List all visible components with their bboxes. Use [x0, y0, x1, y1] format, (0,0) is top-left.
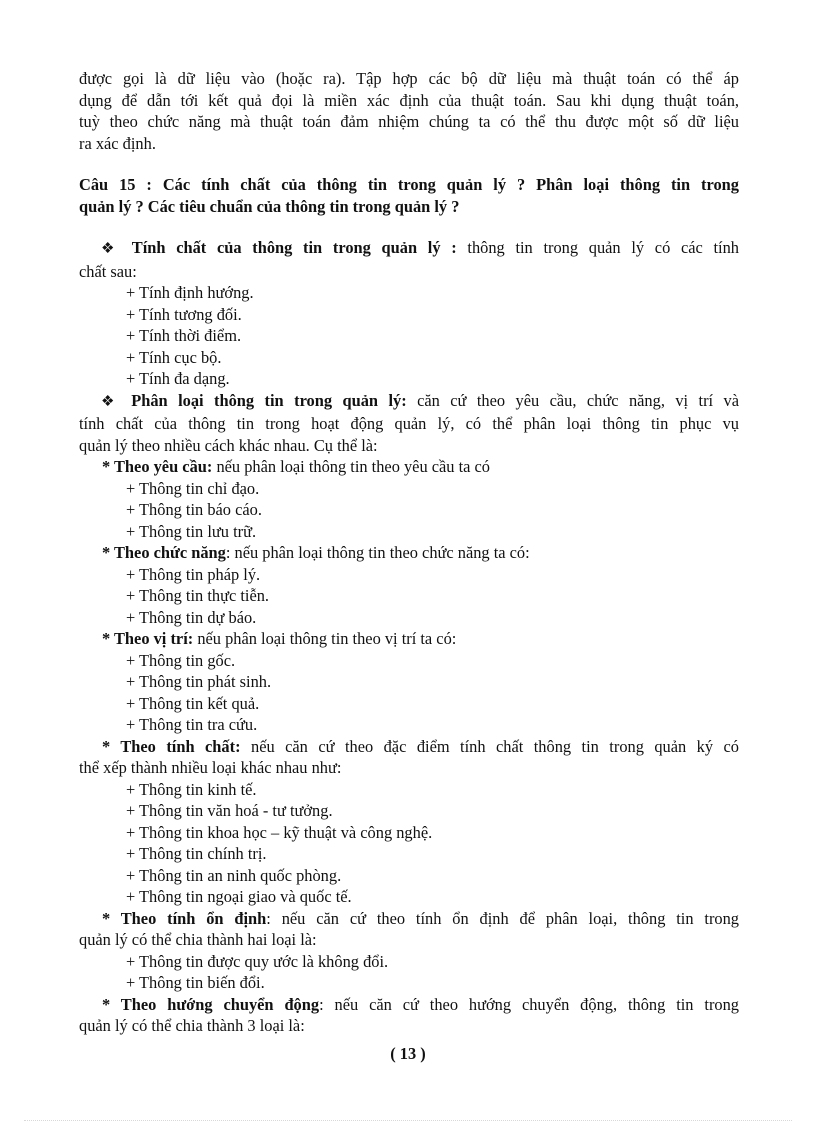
list-item: + Thông tin pháp lý. — [126, 564, 261, 584]
group-text-cont: quản lý có thể chia thành hai loại là: — [79, 930, 317, 949]
list-item: + Thông tin ngoại giao và quốc tế. — [126, 887, 352, 906]
intro-line: được gọi là dữ liệu vào (hoặc ra). Tập hợp các bộ dữ liệu mà thuật toán có thể áp — [79, 69, 739, 88]
group-title: * Theo vị trí: — [102, 629, 194, 648]
group-text: : nếu căn cứ theo tính ổn định để phân loại, thông tin trong — [266, 908, 740, 928]
diamond-bullet-icon: ❖ — [101, 393, 121, 410]
group-text: nếu căn cứ theo đặc điểm tính chất thông tin trong quản ký có — [240, 736, 739, 756]
list-item: + Thông tin gốc. — [126, 650, 236, 670]
list-item: + Tính cục bộ. — [126, 347, 222, 367]
list-item: + Thông tin an ninh quốc phòng. — [126, 865, 342, 885]
list-item: + Thông tin biến đổi. — [126, 973, 265, 992]
group-heading — [79, 542, 739, 564]
group-heading — [79, 994, 739, 1016]
group-title: * Theo hướng chuyển động — [102, 994, 320, 1014]
properties-paragraph — [79, 237, 739, 261]
properties-text: thông tin trong quản lý có các tính — [456, 238, 740, 257]
document-body — [79, 68, 739, 1037]
intro-line: ra xác định. — [79, 133, 156, 153]
list-item: + Thông tin văn hoá - tư tưởng. — [126, 801, 333, 820]
intro-line: tuỳ theo chức năng mà thuật toán đảm nhiệm chúng ta có thể thu được một số dữ liệu — [79, 112, 739, 131]
question-heading: quản lý ? Các tiêu chuẩn của thông tin trong quản lý ? — [79, 196, 460, 216]
group-title: * Theo chức năng — [102, 543, 226, 562]
properties-title: Tính chất của thông tin trong quản lý : — [131, 238, 457, 257]
footer-divider — [24, 1120, 792, 1121]
page-number: ( 13 ) — [390, 1044, 426, 1063]
properties-text-cont: chất sau: — [79, 261, 137, 281]
group-heading — [79, 908, 739, 930]
list-item: + Tính đa dạng. — [126, 369, 230, 388]
list-item: + Thông tin chính trị. — [126, 844, 267, 863]
classification-title: Phân loại thông tin trong quản lý: — [131, 390, 407, 410]
group-title: * Theo yêu cầu: — [102, 457, 213, 476]
list-item: + Thông tin kết quả. — [126, 693, 260, 713]
question-heading: Câu 15 : Các tính chất của thông tin trong quản lý ? Phân loại thông tin trong — [79, 175, 739, 194]
group-title: * Theo tính chất: — [102, 736, 241, 756]
list-item: + Thông tin được quy ước là không đổi. — [126, 951, 389, 971]
list-item: + Thông tin tra cứu. — [126, 715, 258, 734]
group-text: nếu phân loại thông tin theo vị trí ta có: — [193, 629, 457, 648]
group-heading — [79, 736, 739, 758]
diamond-bullet-icon: ❖ — [101, 241, 122, 257]
list-item: + Thông tin kinh tế. — [126, 779, 257, 799]
group-text-cont: quản lý có thể chia thành 3 loại là: — [79, 1016, 305, 1035]
group-text: : nếu phân loại thông tin theo chức năng ta có: — [225, 543, 530, 562]
group-heading — [79, 456, 739, 478]
group-text: : nếu căn cứ theo hướng chuyển động, thông tin trong — [319, 994, 739, 1014]
list-item: + Tính thời điểm. — [126, 326, 242, 345]
classification-paragraph — [79, 390, 739, 414]
group-text: nếu phân loại thông tin theo yêu cầu ta có — [212, 457, 490, 476]
group-heading — [79, 628, 739, 650]
classification-line: tính chất của thông tin trong hoạt động quản lý, có thể phân loại thông tin phục vụ — [79, 414, 739, 433]
intro-line: dụng để dẫn tới kết quả đọi là miền xác định của thuật toán. Sau khi dụng thuật toán, — [79, 90, 739, 110]
group-text-cont: thể xếp thành nhiều loại khác nhau như: — [79, 758, 342, 777]
list-item: + Thông tin lưu trữ. — [126, 521, 257, 541]
list-item: + Thông tin báo cáo. — [126, 500, 262, 519]
list-item: + Thông tin thực tiễn. — [126, 586, 270, 605]
list-item: + Thông tin phát sinh. — [126, 672, 272, 691]
list-item: + Tính định hướng. — [126, 283, 254, 302]
list-item: + Thông tin dự báo. — [126, 607, 257, 627]
classification-line: quản lý theo nhiều cách khác nhau. Cụ thể là: — [79, 435, 378, 455]
group-title: * Theo tính ổn định — [102, 908, 267, 928]
list-item: + Thông tin chỉ đạo. — [126, 478, 260, 498]
list-item: + Tính tương đối. — [126, 304, 242, 324]
classification-text: căn cứ theo yêu cầu, chức năng, vị trí và — [406, 390, 739, 410]
list-item: + Thông tin khoa học – kỹ thuật và công nghệ. — [126, 822, 433, 842]
